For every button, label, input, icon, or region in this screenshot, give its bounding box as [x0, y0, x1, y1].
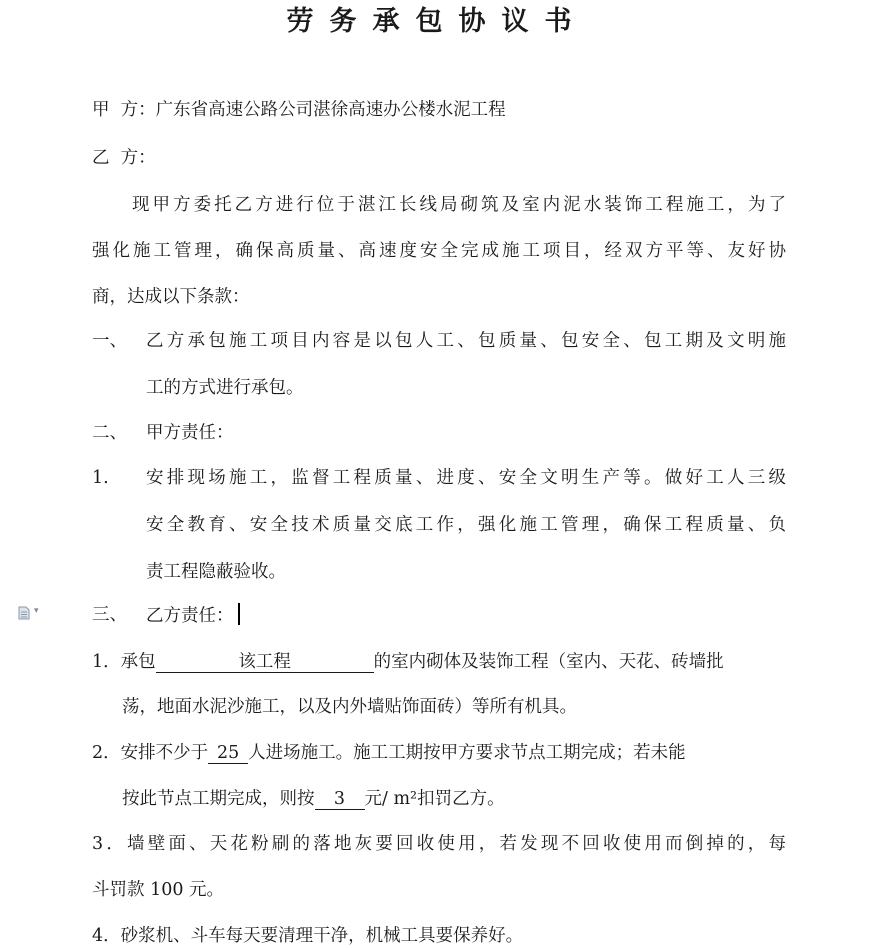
section-2-heading: 甲方责任：	[146, 423, 234, 443]
item-b4-line-1: 4．砂浆机、斗车每天要清理干净，机械工具要保养好。	[92, 926, 524, 946]
item-a1-line-1: 安排现场施工，监督工程质量、进度、安全文明生产等。做好工人三级	[146, 468, 786, 488]
intro-line-1: 现甲方委托乙方进行位于湛江长线局砌筑及室内泥水装饰工程施工，为了	[132, 195, 786, 215]
item-a1-number: 1.	[92, 468, 109, 488]
intro-line-2: 强化施工管理，确保高质量、高速度安全完成施工项目，经双方平等、友好协	[92, 241, 786, 261]
party-b-label: 乙 方：	[92, 148, 156, 168]
party-a-line	[92, 98, 792, 122]
item-b3-line-1: 3．墙壁面、天花粉刷的落地灰要回收使用，若发现不回收使用而倒掉的，每	[92, 834, 786, 854]
item-b2-line-1	[92, 741, 786, 765]
item-b2-count: 25	[208, 743, 248, 764]
item-b2-penalty: 3	[315, 789, 365, 810]
item-b2-line2-suffix: 元/ m²扣罚乙方。	[364, 789, 505, 809]
section-2-number: 二、	[92, 423, 127, 443]
item-b1-blank: 该工程	[156, 652, 374, 673]
section-1-line-2: 工的方式进行承包。	[146, 378, 304, 398]
party-b-line	[92, 146, 792, 170]
item-b1-prefix: 1．承包	[92, 652, 156, 672]
item-b2-line2-prefix: 按此节点工期完成，则按	[122, 789, 315, 809]
text-cursor	[238, 603, 240, 625]
item-b1-line-1	[92, 650, 786, 674]
chevron-down-icon[interactable]: ▾	[34, 606, 39, 616]
document-title: 劳务承包协议书	[286, 6, 588, 37]
section-1-number: 一、	[92, 331, 127, 351]
section-3-number: 三、	[92, 605, 127, 625]
party-a-value: 广东省高速公路公司湛徐高速办公楼水泥工程	[155, 100, 506, 120]
item-b1-suffix: 的室内砌体及装饰工程（室内、天花、砖墙批	[373, 652, 724, 672]
item-b2-line-2	[122, 787, 822, 811]
item-b2-prefix: 2．安排不少于	[92, 743, 209, 763]
section-3-heading: 乙方责任：	[146, 606, 234, 626]
item-b2-suffix: 人进场施工。施工工期按甲方要求节点工期完成；若未能	[248, 743, 686, 763]
section-1-line-1: 乙方承包施工项目内容是以包人工、包质量、包安全、包工期及文明施	[146, 331, 786, 351]
item-b3-line-2: 斗罚款 100 元。	[92, 880, 225, 900]
item-b1-line-2: 荡，地面水泥沙施工，以及内外墙贴饰面砖）等所有机具。	[122, 697, 577, 717]
intro-line-3: 商，达成以下条款：	[92, 287, 250, 307]
party-a-label: 甲 方：	[92, 100, 156, 120]
item-a1-line-2: 安全教育、安全技术质量交底工作，强化施工管理，确保工程质量、负	[146, 515, 786, 535]
document-icon[interactable]	[18, 606, 30, 620]
section-3-line	[146, 603, 786, 628]
item-a1-line-3: 责工程隐蔽验收。	[146, 562, 286, 582]
